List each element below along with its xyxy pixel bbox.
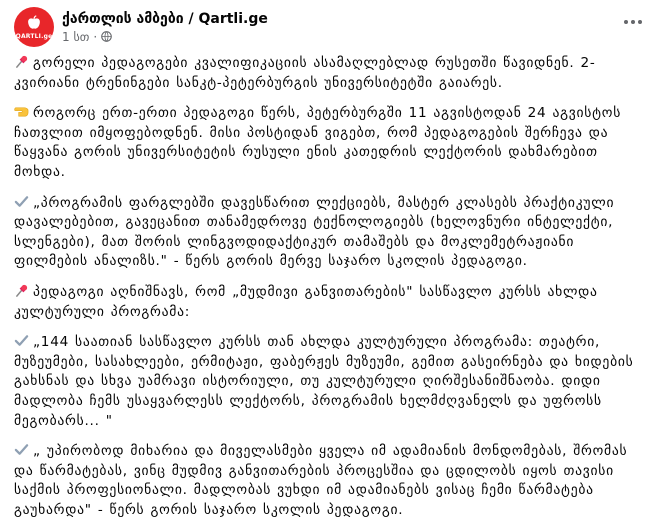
post-paragraph-4 — [14, 283, 649, 322]
pointing-hand-icon — [14, 104, 29, 119]
post-header — [14, 0, 649, 52]
check-mark-icon — [14, 333, 29, 348]
avatar-logo-text: QARTLI.ge — [15, 33, 53, 40]
post-content — [14, 54, 649, 520]
post-subline — [62, 29, 268, 45]
post-paragraph-5 — [14, 333, 649, 431]
paragraph-text: როგორც ერთ-ერთი პედაგოგი წერს, პეტერბურგში 11 აგვისტოდან 24 აგვისტოს ჩათვლით იმყოფებოდნენ. მისი პოსტიდან ვიგებთ, რომ პედაგოგების შერჩევა და წაყვანა გორის უნივერსიტეტის რუსული ენის კათედრის ლექტორის დახმარებით მოხდა. — [14, 105, 622, 180]
page-name-link[interactable]: ქართლის ამბები / Qartli.ge — [62, 10, 268, 27]
post-meta — [62, 10, 268, 45]
post-timestamp[interactable]: 1 სთ — [62, 29, 90, 44]
pushpin-icon — [14, 283, 29, 298]
check-mark-icon — [14, 442, 29, 457]
post-paragraph-3 — [14, 194, 649, 272]
post-paragraph-2 — [14, 104, 649, 182]
more-options-button[interactable] — [619, 10, 647, 34]
paragraph-text: „ უპირობოდ მიხარია და მიველასმები ყველა იმ ადამიანის მონდომებას, შრომას და წარმატებას, ვინც მუდმივ განვითარების პროცესშია და ცდილობს იყოს თავისი საქმის პროფესიონალი. მადლობას ვუხდი იმ ადამიანებს ვისაც ჩემი წარმატება გაუხარდა" - წერს გორის საჯარო სკოლის პედაგოგი. — [14, 443, 628, 518]
post-paragraph-6 — [14, 442, 649, 520]
check-mark-icon — [14, 194, 29, 209]
post-paragraph-1 — [14, 54, 649, 93]
paragraph-text: პედაგოგი აღნიშნავს, რომ „მუდმივი განვითარების" სასწავლო კურსს ახლდა კულტურული პროგრამა: — [14, 283, 598, 320]
paragraph-text: „პროგრამის ფარგლებში დავესწარით ლექციებს, მასტერ კლასებს პრაქტიკული დავალებებით, გავეცანით თანამედროვე ტექნოლოგიებს (ხელოვნური ინტელექტი, სლენგები), მათ შორის ლინგვოდიდაქტიკურ თამაშებს და მოკლემეტრაჟიანი ფილმების ანალიზს." - წერს გორის მერვე საჯარო სკოლის პედაგოგი. — [14, 194, 615, 270]
avatar[interactable] — [14, 7, 54, 47]
apple-logo-icon — [25, 14, 43, 32]
globe-icon[interactable] — [101, 31, 112, 42]
pushpin-icon — [14, 54, 29, 69]
separator-dot: · — [93, 29, 98, 44]
paragraph-text: გორელი პედაგოგები კვალიფიკაციის ასამაღლებლად რუსეთში წავიდნენ. 2-კვირიანი ტრენინგები სანკტ-პეტერბურგის უნივერსიტეტში გაიარეს. — [14, 55, 596, 91]
paragraph-text: „144 საათიან სასწავლო კურსს თან ახლდა კულტურული პროგრამა: თეატრი, მუზეუმები, სასახლეები, ერმიტაჟი, ფაბერჟეს მუზეუმი, გემით გასეირნება და ხიდების გახსნას და სხვა უამრავი ისტორიული, თუ კულტურული ღირშესანიშნაობა. დიდი მადლობა ჩემს უსაყვარლესს ლექტორს, პროგრამის ხელმძღვანელს და უფროსს მეგობარს... " — [14, 334, 634, 429]
